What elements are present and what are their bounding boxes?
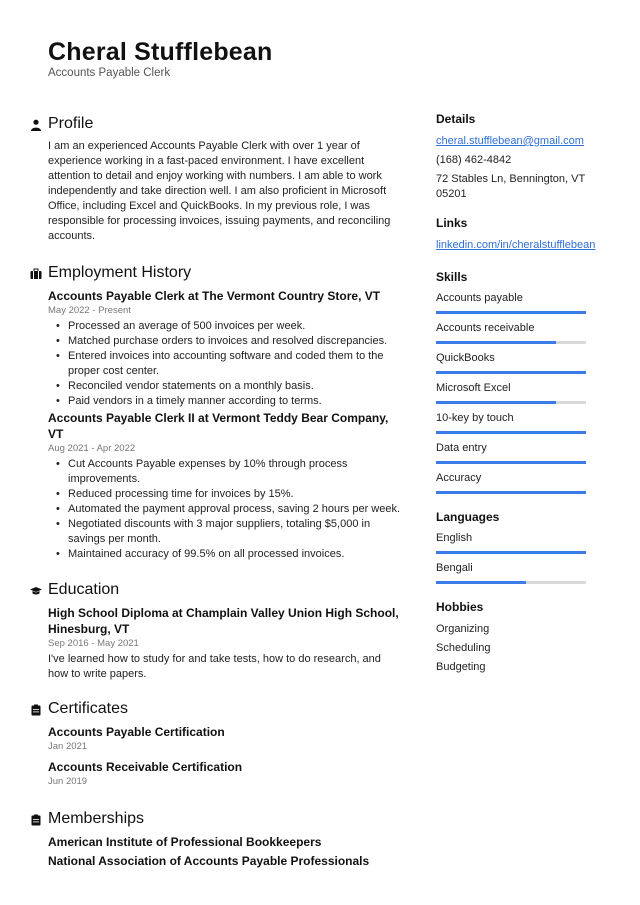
- language-label: English: [436, 532, 473, 544]
- hobby-item: Scheduling: [436, 642, 491, 654]
- skill-level-bar: [436, 431, 586, 434]
- skill-level-fill: [436, 431, 586, 434]
- skill-level-fill: [436, 371, 586, 374]
- skill-level-bar: [436, 401, 586, 404]
- main-column: [30, 113, 402, 869]
- education-title: High School Diploma at Champlain Valley Union High School, Hinesburg, VT: [48, 606, 399, 636]
- membership-1: American Institute of Professional Bookkeepers: [48, 835, 322, 849]
- skill-label: Accounts payable: [436, 292, 523, 304]
- language-level-fill: [436, 581, 526, 584]
- certificate-title-1: Accounts Payable Certification: [48, 725, 225, 739]
- skill-label: Accounts receivable: [436, 322, 535, 334]
- membership-2: National Association of Accounts Payable Professionals: [48, 854, 370, 868]
- employment-heading: Employment History: [48, 264, 192, 281]
- list-item: • Reconciled vendor statements on a monthly basis.: [68, 379, 402, 394]
- languages-section: [436, 510, 616, 584]
- sidebar: [436, 112, 616, 677]
- skill-level-fill: [436, 491, 586, 494]
- job-title: Accounts Payable Clerk: [48, 67, 171, 79]
- language-level-bar: [436, 551, 586, 554]
- certificate-icon: [30, 703, 42, 715]
- skill-label: 10-key by touch: [436, 412, 514, 424]
- hobby-item: Budgeting: [436, 661, 486, 673]
- skill-item: [436, 440, 616, 464]
- job-dates-2: Aug 2021 - Apr 2022: [48, 443, 136, 454]
- education-dates: Sep 2016 - May 2021: [48, 638, 139, 649]
- skill-level-fill: [436, 461, 586, 464]
- skill-label: Accuracy: [436, 472, 482, 484]
- certificate-title-2: Accounts Receivable Certification: [48, 760, 243, 774]
- certificates-section: [30, 698, 402, 788]
- person-icon: [30, 118, 42, 130]
- profile-text: I am an experienced Accounts Payable Clerk with over 1 year of experience working in a fast-paced environment. I have excellent attention to detail and enjoy working with numbers. I am able to work independently and take direction well. I am also proficient in Microsoft Office, including Excel and QuickBooks. In my previous role, I was responsible for processing invoices, issuing payments, and reconciling accounts.: [48, 140, 391, 242]
- job-bullets-2: [68, 457, 402, 562]
- skill-item: [436, 470, 616, 494]
- skill-level-bar: [436, 461, 586, 464]
- memberships-heading: Memberships: [48, 810, 145, 827]
- employment-section: [30, 262, 402, 562]
- skill-level-bar: [436, 341, 586, 344]
- skills-section: [436, 270, 616, 494]
- links-heading: Links: [436, 216, 468, 230]
- job-title-2: Accounts Payable Clerk II at Vermont Teddy Bear Company, VT: [48, 411, 389, 441]
- profile-section: [30, 113, 402, 244]
- skill-item: [436, 410, 616, 434]
- memberships-section: [30, 808, 402, 869]
- skill-level-fill: [436, 311, 586, 314]
- education-heading: Education: [48, 581, 120, 598]
- skill-label: Microsoft Excel: [436, 382, 511, 394]
- links-section: [436, 216, 616, 254]
- language-level-bar: [436, 581, 586, 584]
- list-item: • Paid vendors in a timely manner according to terms.: [68, 394, 402, 409]
- skill-label: Data entry: [436, 442, 487, 454]
- hobbies-section: [436, 600, 616, 677]
- languages-heading: Languages: [436, 510, 500, 524]
- certificate-date-1: Jan 2021: [48, 741, 88, 752]
- hobbies-heading: Hobbies: [436, 600, 484, 614]
- skill-label: QuickBooks: [436, 352, 495, 364]
- skill-level-bar: [436, 491, 586, 494]
- education-text: I've learned how to study for and take tests, how to do research, and how to write papers.: [48, 653, 381, 680]
- phone-number: (168) 462-4842: [436, 154, 512, 166]
- skill-level-fill: [436, 401, 556, 404]
- profile-heading: Profile: [48, 115, 94, 132]
- details-section: [436, 112, 616, 202]
- language-item: [436, 530, 616, 554]
- language-level-fill: [436, 551, 586, 554]
- education-section: [30, 579, 402, 682]
- skill-level-fill: [436, 341, 556, 344]
- address: 72 Stables Ln, Bennington, VT 05201: [436, 173, 586, 200]
- skill-item: [436, 350, 616, 374]
- membership-icon: [30, 813, 42, 825]
- language-item: [436, 560, 616, 584]
- job-title-1: Accounts Payable Clerk at The Vermont Country Store, VT: [48, 289, 381, 303]
- certificate-date-2: Jun 2019: [48, 776, 88, 787]
- hobby-item: Organizing: [436, 623, 490, 635]
- job-entry: [30, 288, 402, 409]
- email-link[interactable]: cheral.stufflebean@gmail.com: [436, 135, 584, 147]
- list-item: • Processed an average of 500 invoices per week.: [68, 319, 402, 334]
- skill-level-bar: [436, 371, 586, 374]
- list-item: • Automated the payment approval process, saving 2 hours per week.: [68, 502, 402, 517]
- job-entry: [30, 410, 402, 562]
- list-item: • Negotiated discounts with 3 major suppliers, totaling $5,000 in savings per month.: [68, 517, 402, 547]
- list-item: • Cut Accounts Payable expenses by 10% through process improvements.: [68, 457, 402, 487]
- list-item: • Reduced processing time for invoices by 15%.: [68, 487, 402, 502]
- job-dates-1: May 2022 - Present: [48, 305, 131, 316]
- list-item: • Entered invoices into accounting software and coded them to the proper cost center.: [68, 349, 402, 379]
- skill-level-bar: [436, 311, 586, 314]
- job-bullets-1: [68, 319, 402, 409]
- details-heading: Details: [436, 112, 476, 126]
- list-item: • Maintained accuracy of 99.5% on all processed invoices.: [68, 547, 402, 562]
- skill-item: [436, 290, 616, 314]
- list-item: • Matched purchase orders to invoices and resolved discrepancies.: [68, 334, 402, 349]
- candidate-name: Cheral Stufflebean: [48, 38, 273, 66]
- certificates-heading: Certificates: [48, 700, 129, 717]
- language-label: Bengali: [436, 562, 473, 574]
- briefcase-icon: [30, 267, 42, 279]
- linkedin-link[interactable]: linkedin.com/in/cheralstufflebean: [436, 239, 596, 251]
- skills-heading: Skills: [436, 270, 468, 284]
- skill-item: [436, 380, 616, 404]
- graduation-cap-icon: [30, 584, 42, 596]
- skill-item: [436, 320, 616, 344]
